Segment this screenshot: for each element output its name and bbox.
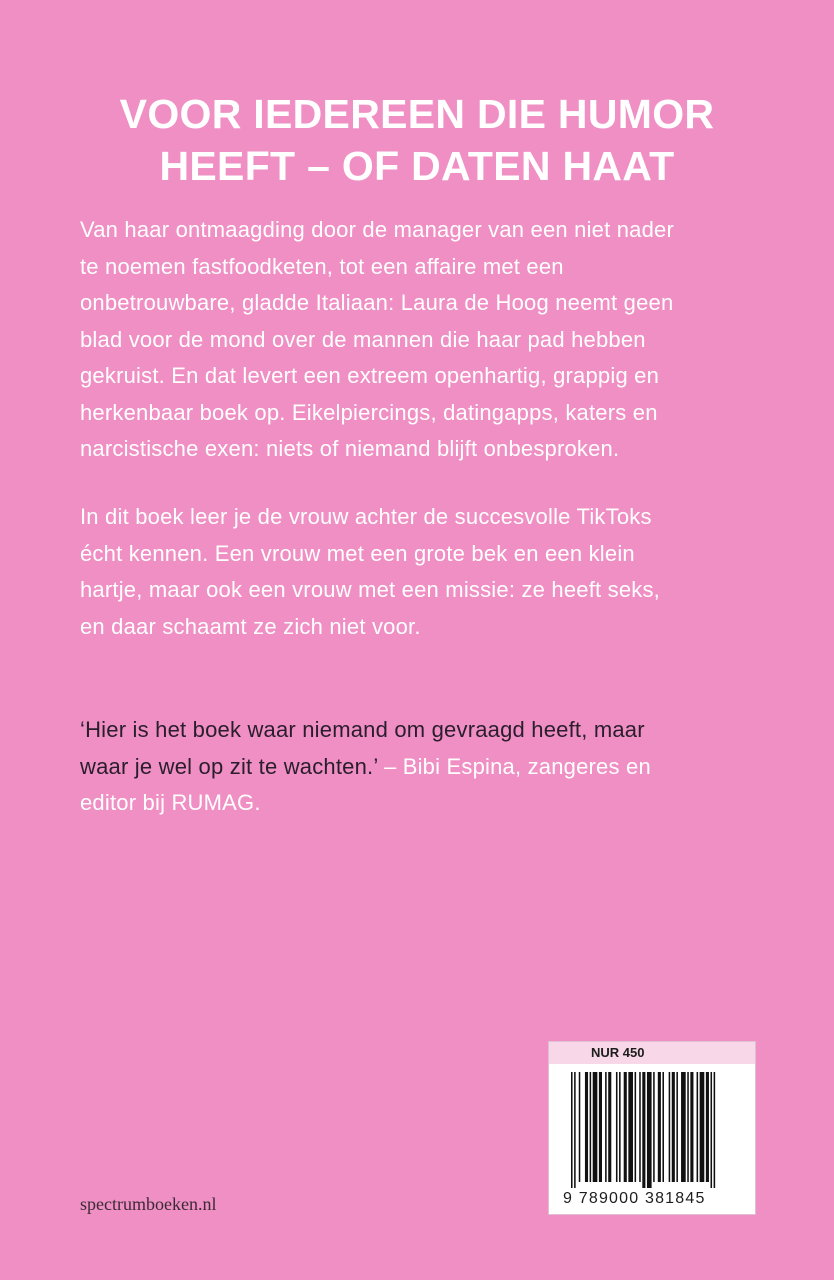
barcode-bar xyxy=(608,1072,611,1182)
barcode-bar xyxy=(579,1072,581,1182)
barcode-bar xyxy=(672,1072,675,1182)
barcode-bar xyxy=(635,1072,637,1182)
barcode-bar xyxy=(593,1072,598,1182)
barcode-bar xyxy=(619,1072,621,1182)
headline-line-1: VOOR IEDEREEN DIE HUMOR xyxy=(119,91,715,137)
barcode-image xyxy=(571,1072,733,1188)
barcode-bar xyxy=(605,1072,607,1182)
barcode-bar xyxy=(624,1072,627,1182)
barcode-bar xyxy=(687,1072,689,1182)
blurb-line: blad voor de mond over de mannen die haar pad hebben xyxy=(80,326,646,352)
headline xyxy=(0,88,834,192)
endorsement-quote xyxy=(80,712,770,822)
barcode-bar xyxy=(706,1072,709,1182)
barcode-bar xyxy=(697,1072,699,1182)
quote-attribution: – Bibi Espina, zangeres en xyxy=(377,753,651,779)
quote-line-1: ‘Hier is het boek waar niemand om gevraagd heeft, maar xyxy=(80,717,645,742)
barcode-bar xyxy=(639,1072,641,1182)
barcode-bar xyxy=(653,1072,655,1182)
blurb-line: Van haar ontmaagding door de manager van een niet nader xyxy=(80,217,675,242)
blurb-line: gekruist. En dat levert een extreem openhartig, grappig en xyxy=(80,363,660,388)
barcode-bar xyxy=(658,1072,661,1182)
barcode-bar xyxy=(681,1072,686,1182)
blurb-line: hartje, maar ook een vrouw met een missie: ze heeft seks, xyxy=(80,577,660,602)
quote-line-2 xyxy=(80,749,770,786)
barcode-bar xyxy=(700,1072,705,1182)
blurb-line: te noemen fastfoodketen, tot een affaire met een xyxy=(80,253,564,279)
barcode-bar xyxy=(616,1072,618,1182)
barcode-bar xyxy=(590,1072,592,1182)
barcode-bar xyxy=(647,1072,652,1188)
barcode-bar xyxy=(662,1072,664,1182)
blurb-paragraph-1 xyxy=(80,212,770,468)
blurb-line: herkenbaar boek op. Eikelpiercings, datingapps, katers en xyxy=(80,399,658,425)
blurb-line: onbetrouwbare, gladde Italiaan: Laura de Hoog neemt geen xyxy=(80,290,674,315)
barcode-bar xyxy=(585,1072,588,1182)
blurb-line: écht kennen. Een vrouw met een grote bek en een klein xyxy=(80,540,635,566)
barcode-bar xyxy=(669,1072,671,1182)
barcode-bar xyxy=(642,1072,645,1188)
barcode-bar xyxy=(676,1072,678,1182)
barcode-bar xyxy=(714,1072,716,1188)
barcode-bar xyxy=(711,1072,713,1188)
blurb-line: In dit boek leer je de vrouw achter de succesvolle TikToks xyxy=(80,504,652,529)
barcode-bar xyxy=(599,1072,602,1182)
barcode-label xyxy=(548,1041,756,1215)
barcode-bar xyxy=(571,1072,573,1188)
blurb-line: en daar schaamt ze zich niet voor. xyxy=(80,613,421,639)
barcode-bar xyxy=(628,1072,633,1182)
quote-text: waar je wel op zit te wachten.’ xyxy=(80,753,378,779)
quote-line-3: editor bij RUMAG. xyxy=(80,790,261,815)
barcode-bar xyxy=(690,1072,693,1182)
nur-code: NUR 450 xyxy=(549,1042,755,1064)
blurb-paragraph-2 xyxy=(80,499,770,645)
blurb-line: narcistische exen: niets of niemand blijft onbesproken. xyxy=(80,436,620,461)
barcode-bar xyxy=(574,1072,576,1188)
isbn-digits: 9 789000 381845 xyxy=(563,1190,706,1207)
publisher-website: spectrumboeken.nl xyxy=(80,1194,217,1214)
headline-line-2: HEEFT – OF DATEN HAAT xyxy=(159,143,675,189)
